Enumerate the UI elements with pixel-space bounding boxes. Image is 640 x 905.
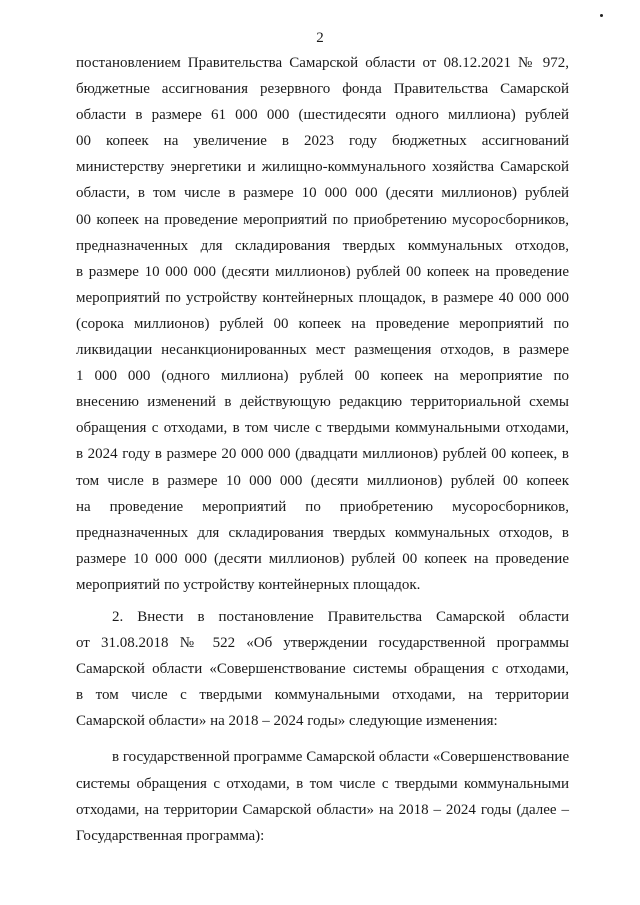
text-line: в 2024 году в размере 20 000 000 (двадцати миллионов) рублей 00 копеек, в <box>76 446 569 463</box>
text-line: постановлением Правительства Самарской области от 08.12.2021 № 972, <box>76 55 569 71</box>
text-line: ликвидации несанкционированных мест размещения отходов, в размере <box>76 342 569 359</box>
page-number: 2 <box>316 30 324 46</box>
text-line: том числе в размере 10 000 000 (десяти миллионов) рублей 00 копеек <box>76 472 569 489</box>
text-line: в размере 10 000 000 (десяти миллионов) рублей 00 копеек на проведение <box>76 263 569 280</box>
document-body <box>76 50 569 849</box>
scan-speck <box>600 14 603 17</box>
text-line: в государственной программе Самарской области «Совершенствование <box>112 749 570 766</box>
text-line: (сорока миллионов) рублей 00 копеек на проведение мероприятий по <box>76 315 569 332</box>
text-line: системы обращения с отходами, в том числе с твердыми коммунальными <box>76 775 569 792</box>
text-line: на проведение мероприятий по приобретению мусоросборников, <box>76 498 569 515</box>
text-line: предназначенных для складирования твердых коммунальных отходов, <box>76 237 569 254</box>
text-line: 00 копеек на проведение мероприятий по приобретению мусоросборников, <box>76 211 569 228</box>
text-line: 1 000 000 (одного миллиона) рублей 00 копеек на мероприятие по <box>76 368 569 385</box>
text-line: мероприятий по устройству контейнерных площадок. <box>76 576 421 593</box>
paragraph-2 <box>76 604 569 734</box>
text-line: мероприятий по устройству контейнерных площадок, в размере 40 000 000 <box>76 289 569 306</box>
text-line: от 31.08.2018 № 522 «Об утверждении государственной программы <box>76 635 569 652</box>
text-line: области, в том числе в размере 10 000 000 (десяти миллионов) рублей <box>76 185 569 202</box>
text-line: 00 копеек на увеличение в 2023 году бюджетных ассигнований <box>76 133 569 150</box>
paragraph-1 <box>76 50 569 598</box>
text-line: Государственная программа): <box>76 827 265 844</box>
text-line: 2. Внести в постановление Правительства Самарской области <box>112 608 569 625</box>
text-line: в том числе с твердыми коммунальными отходами, на территории <box>76 687 569 704</box>
text-line: Самарской области «Совершенствование системы обращения с отходами, <box>76 661 569 678</box>
text-line: Самарской области» на 2018 – 2024 годы» следующие изменения: <box>76 713 498 730</box>
text-line: предназначенных для складирования твердых коммунальных отходов, в <box>76 524 569 541</box>
text-line: размере 10 000 000 (десяти миллионов) рублей 00 копеек на проведение <box>76 550 569 567</box>
paragraph-3 <box>76 744 569 848</box>
text-line: области в размере 61 000 000 (шестидесяти одного миллиона) рублей <box>76 107 569 124</box>
text-line: внесению изменений в действующую редакцию территориальной схемы <box>76 394 569 411</box>
text-line: министерству энергетики и жилищно-коммунального хозяйства Самарской <box>76 159 569 176</box>
text-line: бюджетные ассигнования резервного фонда Правительства Самарской <box>76 81 569 98</box>
text-line: отходами, на территории Самарской области» на 2018 – 2024 годы (далее – <box>76 801 569 818</box>
text-line: обращения с отходами, в том числе с твердыми коммунальными отходами, <box>76 420 569 437</box>
